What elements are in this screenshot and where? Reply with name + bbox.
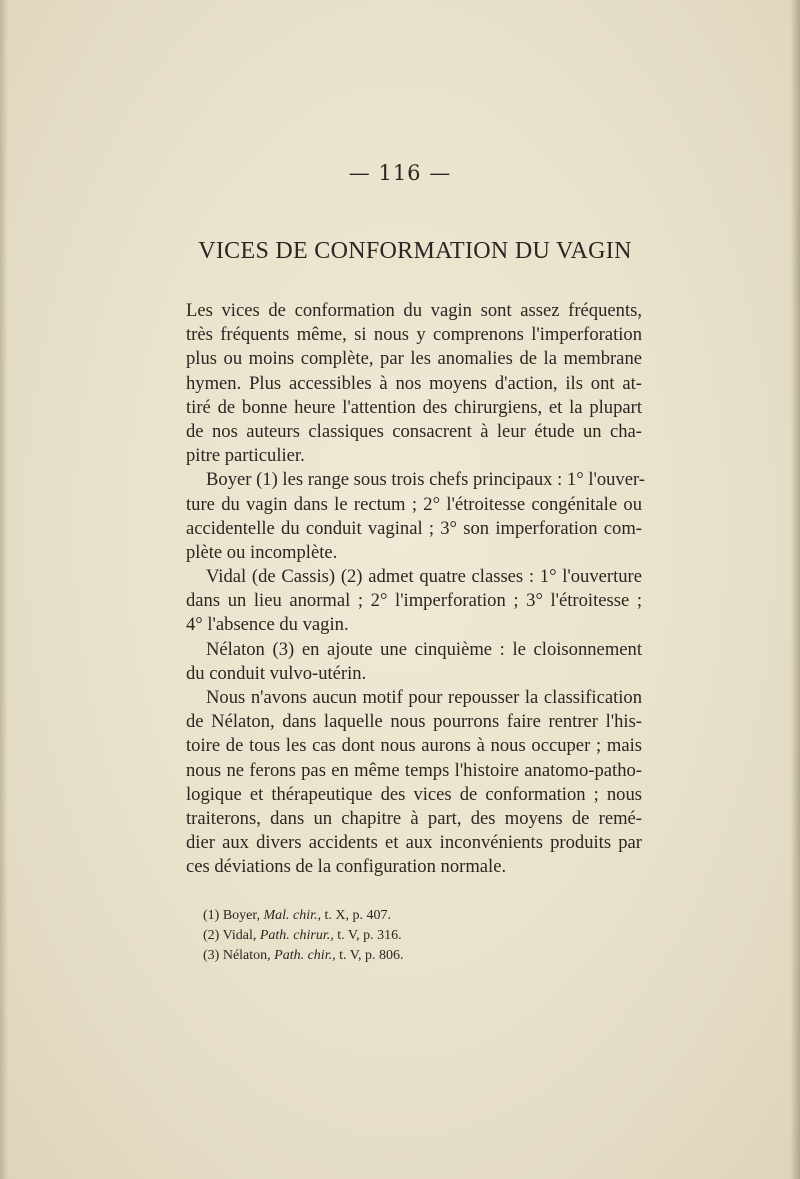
footnote — [203, 906, 623, 926]
body-line: nous ne ferons pas en même temps l'histoire anatomo-patho- — [186, 759, 642, 781]
body-line: hymen. Plus accessibles à nos moyens d'action, ils ont at- — [186, 372, 642, 394]
footnote-reference: t. V, p. 806. — [339, 948, 404, 963]
body-text — [186, 299, 645, 880]
body-line: dans un lieu anormal ; 2° l'imperforation ; 3° l'étroitesse ; — [186, 590, 642, 612]
body-line: dier aux divers accidents et aux inconvénients produits par — [186, 832, 642, 854]
body-line: ture du vagin dans le rectum ; 2° l'étroitesse congénitale ou — [186, 493, 642, 515]
body-line: Nous n'avons aucun motif pour repousser la classification — [206, 687, 642, 708]
body-line: logique et thérapeutique des vices de conformation ; nous — [186, 783, 642, 805]
footnote-author: Boyer, — [222, 908, 260, 923]
body-line: de nos auteurs classiques consacrent à leur étude un cha- — [186, 420, 642, 442]
body-line: Vidal (de Cassis) (2) admet quatre classes : 1° l'ouverture — [206, 566, 642, 588]
footnotes — [203, 906, 623, 966]
footnote-reference: t. X, p. 407. — [324, 908, 392, 923]
body-line: tiré de bonne heure l'attention des chirurgiens, et la plupart — [186, 396, 642, 418]
footnote-number: (1) — [203, 908, 220, 923]
body-line: de Nélaton, dans laquelle nous pourrons faire rentrer l'his- — [186, 711, 642, 733]
body-line: Boyer (1) les range sous trois chefs principaux : 1° l'ouver- — [206, 469, 645, 491]
footnote-number: (3) — [203, 948, 220, 963]
footnote-reference: t. V, p. 316. — [337, 928, 402, 943]
body-line: ces déviations de la configuration normale. — [186, 856, 507, 878]
body-line: pitre particulier. — [186, 445, 305, 467]
body-line: plète ou incomplète. — [186, 541, 338, 563]
body-line: traiterons, dans un chapitre à part, des moyens de remé- — [186, 807, 642, 829]
body-line: du conduit vulvo-utérin. — [186, 662, 367, 684]
footnote-author: Nélaton, — [222, 948, 271, 963]
footnote — [203, 926, 623, 946]
chapter-title: VICES DE CONFORMATION DU VAGIN — [198, 238, 632, 264]
body-line: Nélaton (3) en ajoute une cinquième : le cloisonnement — [206, 638, 642, 660]
footnote-work: Mal. chir., — [263, 908, 322, 923]
page-number: — 116 — — [348, 161, 452, 185]
body-line: 4° l'absence du vagin. — [186, 614, 349, 636]
footnote-author: Vidal, — [222, 928, 257, 943]
footnote — [203, 946, 623, 966]
body-line: toire de tous les cas dont nous aurons à nous occuper ; mais — [186, 735, 642, 757]
footnote-work: Path. chirur., — [259, 928, 334, 943]
body-line: accidentelle du conduit vaginal ; 3° son imperforation com- — [186, 517, 642, 539]
body-line: Les vices de conformation du vagin sont assez fréquents, — [186, 300, 642, 321]
body-line: plus ou moins complète, par les anomalies de la membrane — [186, 348, 642, 370]
footnote-number: (2) — [203, 928, 220, 943]
footnote-work: Path. chir., — [274, 948, 336, 963]
body-line: très fréquents même, si nous y comprenons l'imperforation — [186, 324, 642, 346]
